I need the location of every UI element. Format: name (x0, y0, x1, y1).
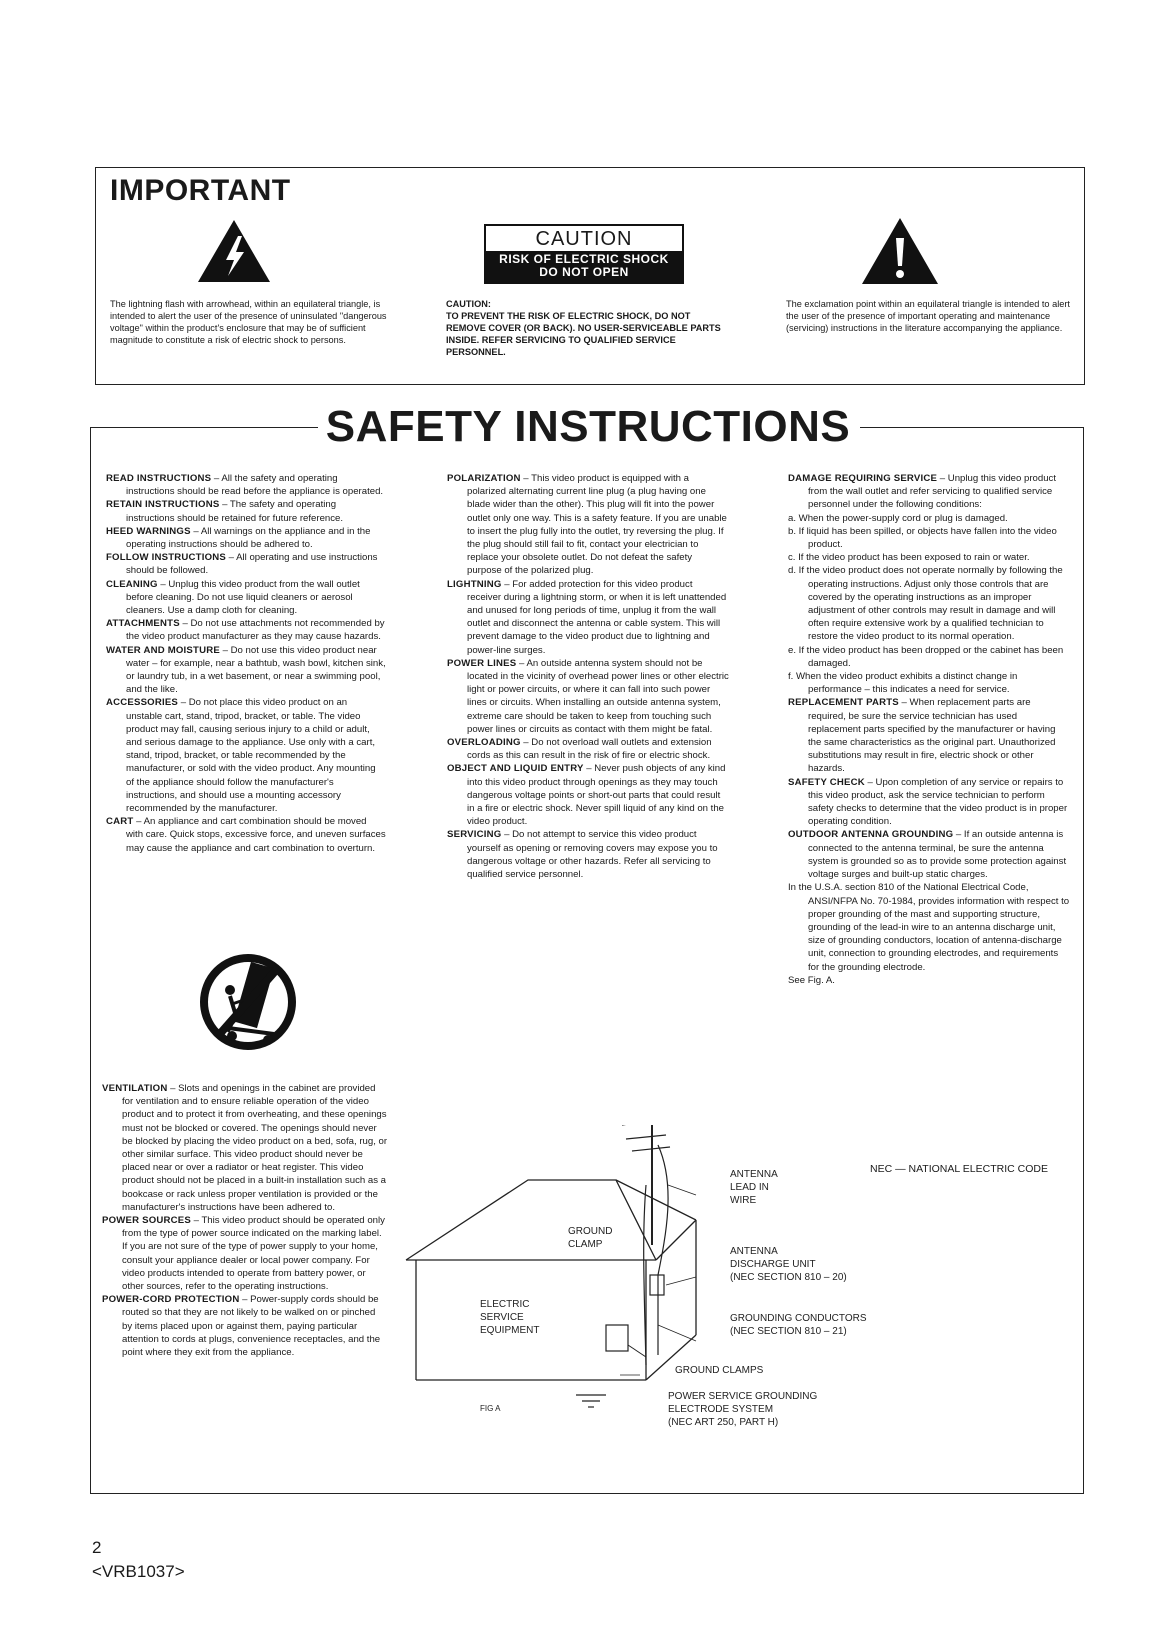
safety-column-3 (788, 472, 1070, 987)
power-service-line2: ELECTRODE SYSTEM (668, 1404, 774, 1415)
electric-equipment-line3: EQUIPMENT (480, 1325, 540, 1336)
safety-column-1 (106, 472, 386, 855)
page-number: 2 (92, 1538, 102, 1557)
antenna-lead-in-line1: ANTENNA (730, 1169, 778, 1180)
caution-label-line1: RISK OF ELECTRIC SHOCK (499, 252, 669, 266)
electric-equipment-line1: ELECTRIC (480, 1299, 530, 1310)
safety-column-4 (102, 1082, 388, 1359)
safety-rule-left (90, 427, 320, 428)
instruction-text: – If an outside antenna is connected to the antenna terminal, be sure the antenna system is grounded so as to provide some protection against voltage surges and built-up static charges. (808, 829, 1067, 881)
instruction-text: – This video product should be operated only from the type of power source indicated on the marking label. If you are not sure of the type of power supply to your home, consult your appliance dealer or local power company. For video products intended to operate from battery power, or other sources, refer to the operating instructions. (122, 1215, 385, 1293)
lightning-warning-icon (196, 218, 272, 284)
damage-item: a. When the power-supply cord or plug is damaged. (788, 512, 1008, 524)
power-service-label (668, 1390, 817, 1429)
power-service-line1: POWER SERVICE GROUNDING (668, 1391, 818, 1402)
instruction-item (102, 1082, 388, 1214)
damage-intro: – Unplug this video product from the wall outlet and refer servicing to qualified service personnel under the following conditions: (808, 473, 1057, 511)
damage-item: b. If liquid has been spilled, or objects have fallen into the video product. (788, 525, 1057, 551)
instruction-item (788, 776, 1070, 829)
instruction-item (106, 525, 386, 551)
instruction-text: – Do not place this video product on an unstable cart, stand, tripod, bracket, or table. The video product may fall, causing serious injury to a child or adult, and serious damage to the appliance. Use only with a cart, stand, tripod, bracket, or table recommended by the manufacturer, or sold with the video product. Any mounting of the appliance should follow the manufacturer's instructions, and should use a mounting accessory recommended by the manufacturer. (126, 697, 376, 815)
instruction-heading: HEED WARNINGS (106, 525, 191, 537)
caution-heading: CAUTION: (446, 299, 491, 309)
instruction-item (447, 828, 729, 881)
instruction-heading: WATER AND MOISTURE (106, 644, 220, 656)
ground-clamp-label (568, 1225, 612, 1251)
antenna-lead-in-label (730, 1168, 778, 1207)
antenna-grounding-diagram (396, 1125, 896, 1445)
cart-tipover-warning-icon (200, 950, 296, 1054)
instruction-heading: OUTDOOR ANTENNA GROUNDING (788, 829, 954, 841)
instruction-item (447, 578, 729, 657)
caution-label (484, 224, 684, 284)
instruction-heading: POWER SOURCES (102, 1215, 191, 1227)
instruction-item (106, 551, 386, 577)
instruction-heading: POLARIZATION (447, 473, 521, 484)
instruction-item (106, 815, 386, 855)
damage-section (788, 472, 1070, 512)
instruction-heading: VENTILATION (102, 1083, 168, 1094)
discharge-unit-line1: ANTENNA (730, 1246, 778, 1257)
instruction-text: – Never push objects of any kind into this video product through openings as they may touch dangerous voltage points or short-out parts that could result in a fire or electric shock. Never spill liquid of any kind on the video product. (467, 763, 726, 828)
discharge-unit-line3: (NEC SECTION 810 – 20) (730, 1272, 847, 1283)
discharge-unit-label (730, 1245, 847, 1284)
safety-rule-right (860, 427, 1084, 428)
damage-item: d. If the video product does not operate normally by following the operating instructions. Adjust only those controls that are covered by the operating instructions as an improper adjustment of other controls may result in damage and will often require extensive work by a qualified technician to restore the video product to its normal operation. (788, 565, 1063, 643)
caution-label-line2: DO NOT OPEN (539, 265, 629, 279)
ground-clamps-label: GROUND CLAMPS (675, 1365, 764, 1376)
ground-clamp-line1: GROUND (568, 1226, 613, 1237)
damage-items (788, 512, 1070, 697)
instruction-item (447, 657, 729, 736)
instruction-heading: REPLACEMENT PARTS (788, 697, 899, 709)
safety-title: SAFETY INSTRUCTIONS (318, 402, 858, 452)
instruction-item (447, 736, 729, 762)
instruction-item (106, 617, 386, 643)
instruction-text: – Upon completion of any service or repairs to this video product, ask the service technician to perform safety checks to determine that the video product is in proper operating condition. (808, 776, 1068, 828)
instruction-text: – Do not use attachments not recommended by the video product manufacturer as they may cause hazards. (126, 618, 385, 643)
instruction-text: – Do not overload wall outlets and extension cords as this can result in the risk of fire or electric shock. (467, 737, 712, 762)
fig-label: FIG A (480, 1404, 501, 1413)
see-fig: See Fig. A. (788, 974, 835, 986)
instruction-heading: ACCESSORIES (106, 697, 179, 709)
damage-heading: DAMAGE REQUIRING SERVICE (788, 473, 938, 484)
instruction-text: – For added protection for this video product receiver during a lightning storm, or when it is left unattended and unused for long periods of time, unplug it from the wall outlet and disconnect the antenna or cable system. This will prevent damage to the video product due to lightning and power-line surges. (467, 578, 727, 656)
instruction-text: – An appliance and cart combination should be moved with care. Quick stops, excessive force, and uneven surfaces may cause the appliance and cart combination to overturn. (126, 816, 386, 854)
instruction-item (788, 828, 1070, 881)
exclamation-warning-icon (860, 216, 940, 286)
damage-item: f. When the video product exhibits a distinct change in performance – this indicates a need for service. (788, 671, 1018, 696)
instruction-item (447, 762, 729, 828)
damage-item: c. If the video product has been exposed to rain or water. (788, 552, 1030, 564)
instruction-text: – This video product is equipped with a polarized alternating current line plug (a plug having one blade wider than the other). This plug will fit into the power outlet only one way. This is a safety feature. If you are unable to insert the plug fully into the outlet, try reversing the plug. If the plug should still fail to fit, contact your electrician to replace your obsolete outlet. Do not defeat the safety purpose of the polarized plug. (467, 473, 727, 577)
instruction-text: – Power-supply cords should be routed so that they are not likely to be walked on or pinched by items placed upon or against them, paying particular attention to cords at plugs, convenience receptacles, and the point where they exit from the appliance. (122, 1294, 381, 1359)
instruction-text: – When replacement parts are required, be sure the service technician has used replacement parts specified by the manufacturer or having the same characteristics as the original part. Unauthorized substitutions may result in fire, electric shock or other hazards. (808, 697, 1056, 775)
instruction-text: – An outside antenna system should not be located in the vicinity of overhead power lines or other electric light or power circuits, or where it can fall into such power lines or circuits. When installing an outside antenna system, extreme care should be taken to keep from touching such power lines or circuits as contact with them might be fatal. (467, 657, 729, 735)
electric-equipment-label (480, 1298, 539, 1337)
lightning-warning-text: The lightning flash with arrowhead, within an equilateral triangle, is intended to alert the user of the presence of uninsulated "dangerous voltage" within the product's enclosure that may be of sufficient magnitude to constitute a risk of electric shock to persons. (110, 299, 387, 345)
power-service-line3: (NEC ART 250, PART H) (668, 1417, 779, 1428)
instruction-text: – Unplug this video product from the wall outlet before cleaning. Do not use liquid cleaners or aerosol cleaners. Use a damp cloth for cleaning. (126, 578, 360, 617)
damage-item: e. If the video product has been dropped or the cabinet has been damaged. (788, 644, 1064, 669)
instruction-heading: POWER LINES (447, 657, 517, 669)
caution-label-warning (486, 251, 682, 282)
instruction-text: – Slots and openings in the cabinet are provided for ventilation and to ensure reliable operation of the video product and to protect it from overheating, and these openings must not be blocked or covered. The openings should never be blocked by placing the video product on a bed, sofa, rug, or other similar surface. This video product should never be placed near or over a radiator or heat register. This video product should not be placed in a built-in installation such as a bookcase or rack unless proper ventilation is provided or the manufacturer's instructions have been adhered to. (122, 1083, 388, 1213)
grounding-conductors-label (730, 1312, 866, 1338)
nec-paragraph: In the U.S.A. section 810 of the National Electrical Code, ANSI/NFPA No. 70-1984, provides information with respect to proper grounding of the mast and supporting structure, grounding of the lead-in wire to an antenna discharge unit, size of grounding conductors, location of antenna-discharge unit, connection to grounding electrodes, and requirements for the grounding electrode. (788, 882, 1070, 973)
instruction-heading: OVERLOADING (447, 737, 521, 749)
ground-clamp-line2: CLAMP (568, 1239, 603, 1250)
instruction-heading: CART (106, 816, 134, 828)
caution-body: TO PREVENT THE RISK OF ELECTRIC SHOCK, DO NOT REMOVE COVER (OR BACK). NO USER-SERVICEABLE PARTS INSIDE. REFER SERVICING TO QUALIFIED SERVICE PERSONNEL. (446, 311, 721, 357)
instruction-heading: OBJECT AND LIQUID ENTRY (447, 763, 584, 775)
caution-label-title: CAUTION (535, 228, 633, 250)
instruction-item (106, 644, 386, 697)
instruction-item (106, 578, 386, 618)
instruction-heading: CLEANING (106, 578, 158, 590)
grounding-conductors-line1: GROUNDING CONDUCTORS (730, 1313, 867, 1324)
antenna-lead-in-line3: WIRE (730, 1195, 757, 1206)
instruction-item (106, 498, 386, 524)
antenna-lead-in-line2: LEAD IN (730, 1182, 769, 1193)
instruction-item (106, 696, 386, 815)
exclamation-warning-text: The exclamation point within an equilateral triangle is intended to alert the user of the presence of important operating and maintenance (servicing) instructions in the literature accompanying the appliance. (786, 299, 1070, 333)
instruction-item (102, 1214, 388, 1293)
instruction-item (106, 472, 386, 498)
instruction-heading: SERVICING (447, 829, 502, 841)
instruction-heading: RETAIN INSTRUCTIONS (106, 499, 220, 511)
instruction-text: – All warnings on the appliance and in the operating instructions should be adhered to. (126, 525, 371, 551)
nec-code-label: NEC — NATIONAL ELECTRIC CODE (870, 1163, 1048, 1175)
safety-column-2 (447, 472, 729, 881)
caution-text (446, 298, 728, 358)
instruction-heading: READ INSTRUCTIONS (106, 473, 212, 484)
instruction-heading: LIGHTNING (447, 578, 502, 590)
instruction-item (102, 1293, 388, 1359)
instruction-item (447, 472, 729, 578)
instruction-text: – All the safety and operating instructions should be read before the appliance is operated. (126, 473, 384, 498)
instruction-heading: SAFETY CHECK (788, 776, 865, 788)
instruction-text: – All operating and use instructions should be followed. (126, 552, 378, 577)
instruction-item (788, 696, 1070, 775)
instruction-text: – The safety and operating instructions should be retained for future reference. (126, 499, 344, 524)
grounding-conductors-line2: (NEC SECTION 810 – 21) (730, 1326, 847, 1337)
important-box (95, 167, 1085, 385)
discharge-unit-line2: DISCHARGE UNIT (730, 1259, 816, 1270)
instruction-text: – Do not attempt to service this video product yourself as opening or removing covers may expose you to dangerous voltage or other hazards. Refer all servicing to qualified service personnel. (467, 829, 718, 881)
instruction-heading: FOLLOW INSTRUCTIONS (106, 552, 226, 564)
instruction-heading: ATTACHMENTS (106, 618, 180, 630)
instruction-heading: POWER-CORD PROTECTION (102, 1294, 240, 1306)
document-code: <VRB1037> (92, 1562, 185, 1581)
instruction-text: – Do not use this video product near water – for example, near a bathtub, wash bowl, kitchen sink, or laundry tub, in a wet basement, or near a swimming pool, and the like. (126, 644, 386, 696)
important-title: IMPORTANT (110, 174, 291, 207)
electric-equipment-line2: SERVICE (480, 1312, 524, 1323)
